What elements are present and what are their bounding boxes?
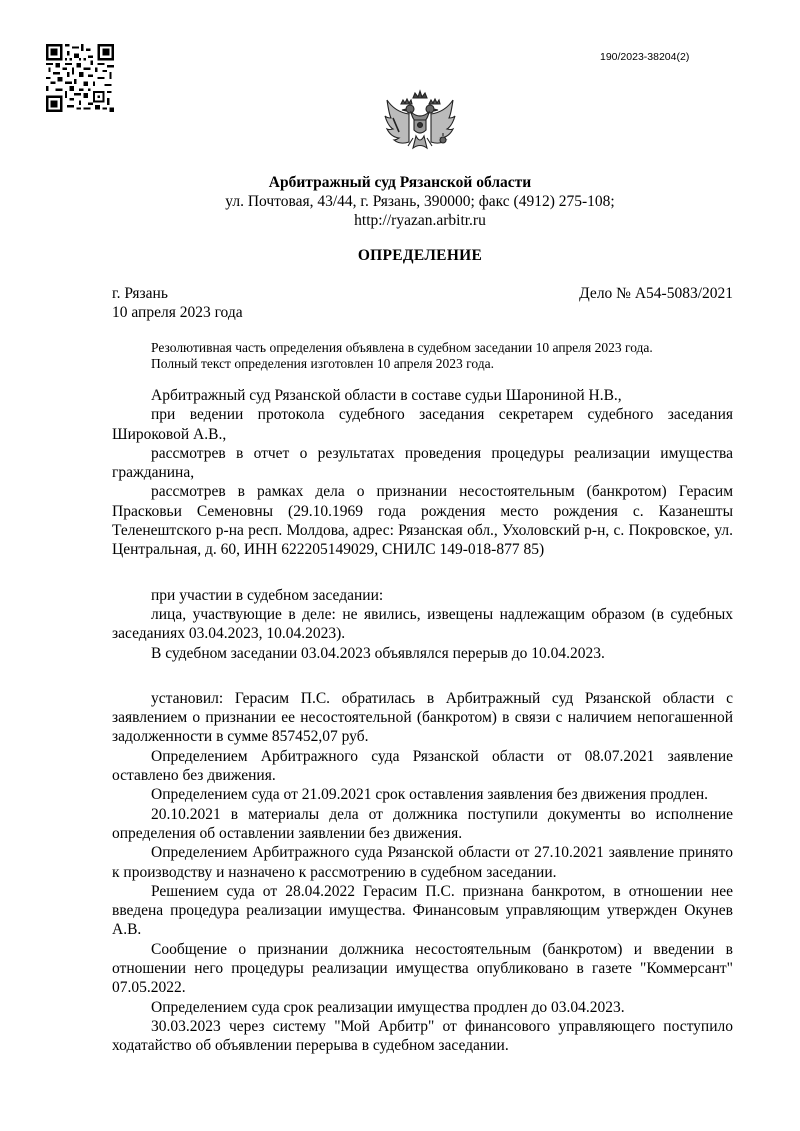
paragraph: Сообщение о признании должника несостоятельным (банкротом) и введении в отношении него процедуры реализации имущества опубликовано в газете "Коммерсант" 07.05.2022. [112, 940, 733, 997]
resolution-note: Резолютивная часть определения объявлена в судебном заседании 10 апреля 2023 года. [151, 340, 653, 355]
court-address: ул. Почтовая, 43/44, г. Рязань, 390000; факс (4912) 275-108; [225, 193, 615, 210]
paragraph: 30.03.2023 через систему "Мой Арбитр" от финансового управляющего поступило ходатайство об объявлении перерыва в судебном заседании. [112, 1017, 733, 1055]
paragraph: при участии в судебном заседании: [151, 586, 384, 604]
paragraph: Определением Арбитражного суда Рязанской области от 08.07.2021 заявление оставлено без движения. [112, 747, 733, 785]
qr-code-icon [46, 44, 114, 112]
document-number: 190/2023-38204(2) [600, 51, 690, 63]
paragraph: лица, участвующие в деле: не явились, извещены надлежащим образом (в судебных заседаниях 03.04.2023, 10.04.2023). [112, 605, 733, 643]
paragraph: Арбитражный суд Рязанской области в составе судьи Шарониной Н.В., [151, 387, 622, 404]
full-text-note: Полный текст определения изготовлен 10 апреля 2023 года. [151, 356, 494, 371]
court-name: Арбитражный суд Рязанской области [268, 174, 532, 191]
paragraph: установил: Герасим П.С. обратилась в Арбитражный суд Рязанской области с заявлением о признании ее несостоятельной (банкротом) в связи с наличием непогашенной задолженности в сумме 857452,07 руб. [112, 689, 733, 746]
document-body [112, 386, 733, 1056]
paragraph: рассмотрев в рамках дела о признании несостоятельным (банкротом) Герасим Прасковьи Семеновны (29.10.1969 года рождения место рождения с. Казанешты Теленештского р-на респ. Молдова, адрес: Рязанская обл., Ухоловский р-н, с. Покровское, ул. Центральная, д. 60, ИНН 622205149029, СНИЛС 149-018-877 85) [112, 483, 733, 559]
paragraph: рассмотрев в отчет о результатах проведения процедуры реализации имущества гражданина, [112, 444, 733, 482]
paragraph: при ведении протокола судебного заседания секретарем судебного заседания Широковой А.В., [112, 406, 733, 443]
document-date: 10 апреля 2023 года [112, 304, 243, 321]
paragraph: 20.10.2021 в материалы дела от должника поступили документы во исполнение определения об оставлении заявлении без движения. [112, 805, 733, 842]
city: г. Рязань [112, 285, 168, 302]
court-website-link[interactable]: http://ryazan.arbitr.ru [354, 212, 486, 229]
paragraph: Определением суда срок реализации имущества продлен до 03.04.2023. [151, 998, 625, 1016]
paragraph: Определением Арбитражного суда Рязанской области от 27.10.2021 заявление принято к производству и назначено к рассмотрению в судебном заседании. [112, 844, 733, 881]
paragraph: В судебном заседании 03.04.2023 объявлялся перерыв до 10.04.2023. [151, 644, 605, 662]
case-number: Дело № А54-5083/2021 [579, 285, 733, 302]
document-title: ОПРЕДЕЛЕНИЕ [357, 247, 483, 264]
paragraph: Решением суда от 28.04.2022 Герасим П.С. признана банкротом, в отношении нее введена процедура реализации имущества. Финансовым управляющим утвержден Окунев А.В. [112, 882, 733, 939]
paragraph: Определением суда от 21.09.2021 срок оставления заявления без движения продлен. [151, 786, 709, 804]
russian-coat-of-arms-icon [383, 88, 457, 160]
